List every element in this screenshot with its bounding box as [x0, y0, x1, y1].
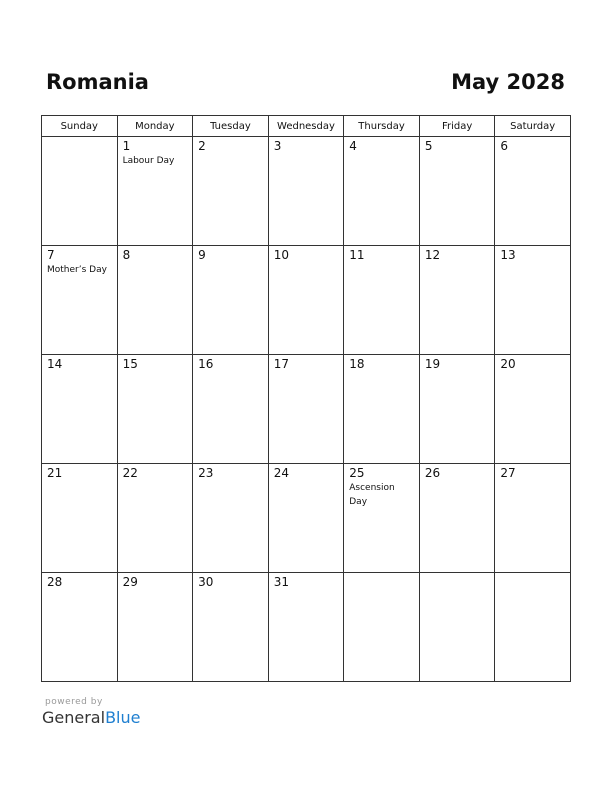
week-row	[42, 573, 571, 682]
day-number: 7	[47, 248, 55, 262]
weekday-tuesday: Tuesday	[193, 116, 269, 137]
day-number: 1	[122, 139, 131, 153]
day-cell	[495, 464, 571, 573]
day-cell	[117, 355, 193, 464]
day-number: 29	[122, 575, 138, 589]
day-number: 17	[273, 357, 289, 371]
day-cell	[344, 137, 420, 246]
day-number: 21	[47, 466, 63, 480]
day-cell	[419, 137, 495, 246]
day-cell	[117, 573, 193, 682]
day-number: 16	[198, 357, 214, 371]
holiday-label: Mother’s Day	[47, 265, 107, 275]
generalblue-logo[interactable]	[42, 708, 140, 727]
weekday-header-row	[42, 116, 571, 137]
day-number: 27	[500, 466, 516, 480]
day-number: 23	[198, 466, 214, 480]
day-cell	[344, 246, 420, 355]
day-cell	[117, 137, 193, 246]
weekday-saturday: Saturday	[495, 116, 571, 137]
day-number: 4	[349, 139, 357, 153]
day-cell	[268, 137, 344, 246]
week-row	[42, 464, 571, 573]
day-cell	[42, 355, 118, 464]
day-cell	[419, 246, 495, 355]
weekday-monday: Monday	[117, 116, 193, 137]
day-cell	[42, 246, 118, 355]
day-cell	[268, 464, 344, 573]
day-cell	[268, 573, 344, 682]
day-cell	[419, 573, 495, 682]
powered-by-text: powered by	[45, 697, 103, 707]
day-number: 6	[500, 139, 509, 153]
day-number: 19	[424, 357, 441, 371]
day-cell	[193, 137, 269, 246]
week-row	[42, 137, 571, 246]
day-number: 12	[424, 248, 441, 262]
day-number: 24	[273, 466, 289, 480]
week-row	[42, 355, 571, 464]
day-number: 30	[198, 575, 214, 589]
day-number: 13	[500, 248, 516, 262]
day-cell	[193, 246, 269, 355]
day-number: 18	[349, 357, 365, 371]
day-cell	[42, 464, 118, 573]
day-cell	[344, 464, 420, 573]
day-cell	[117, 464, 193, 573]
day-cell	[419, 464, 495, 573]
day-number: 26	[424, 466, 441, 480]
day-number: 5	[424, 139, 433, 153]
day-cell	[193, 355, 269, 464]
day-cell	[495, 246, 571, 355]
holiday-label: Ascension Day	[349, 483, 395, 507]
day-number: 28	[47, 575, 63, 589]
day-cell	[117, 246, 193, 355]
day-cell	[268, 355, 344, 464]
weekday-wednesday: Wednesday	[268, 116, 344, 137]
day-cell	[42, 137, 118, 246]
brand-blue: Blue	[105, 708, 141, 727]
weekday-sunday: Sunday	[42, 116, 118, 137]
day-cell	[495, 137, 571, 246]
country-title: Romania	[46, 70, 149, 94]
week-row	[42, 246, 571, 355]
calendar-grid	[41, 115, 571, 682]
day-cell	[419, 355, 495, 464]
day-number: 31	[273, 575, 289, 589]
day-number: 22	[122, 466, 138, 480]
day-number: 14	[47, 357, 63, 371]
day-cell	[193, 464, 269, 573]
day-number: 10	[273, 248, 289, 262]
brand-general: General	[42, 708, 106, 727]
day-number: 15	[122, 357, 138, 371]
month-title: May 2028	[451, 70, 565, 94]
day-number: 2	[198, 139, 206, 153]
day-cell	[268, 246, 344, 355]
holiday-label: Labour Day	[122, 156, 175, 166]
day-number: 20	[500, 357, 516, 371]
day-cell	[495, 355, 571, 464]
weekday-thursday: Thursday	[344, 116, 420, 137]
day-cell	[344, 573, 420, 682]
day-number: 25	[349, 466, 365, 480]
day-number: 8	[122, 248, 131, 262]
weekday-friday: Friday	[419, 116, 495, 137]
day-cell	[495, 573, 571, 682]
day-cell	[344, 355, 420, 464]
day-number: 9	[198, 248, 206, 262]
day-cell	[193, 573, 269, 682]
day-cell	[42, 573, 118, 682]
day-number: 3	[273, 139, 282, 153]
day-number: 11	[349, 248, 365, 262]
